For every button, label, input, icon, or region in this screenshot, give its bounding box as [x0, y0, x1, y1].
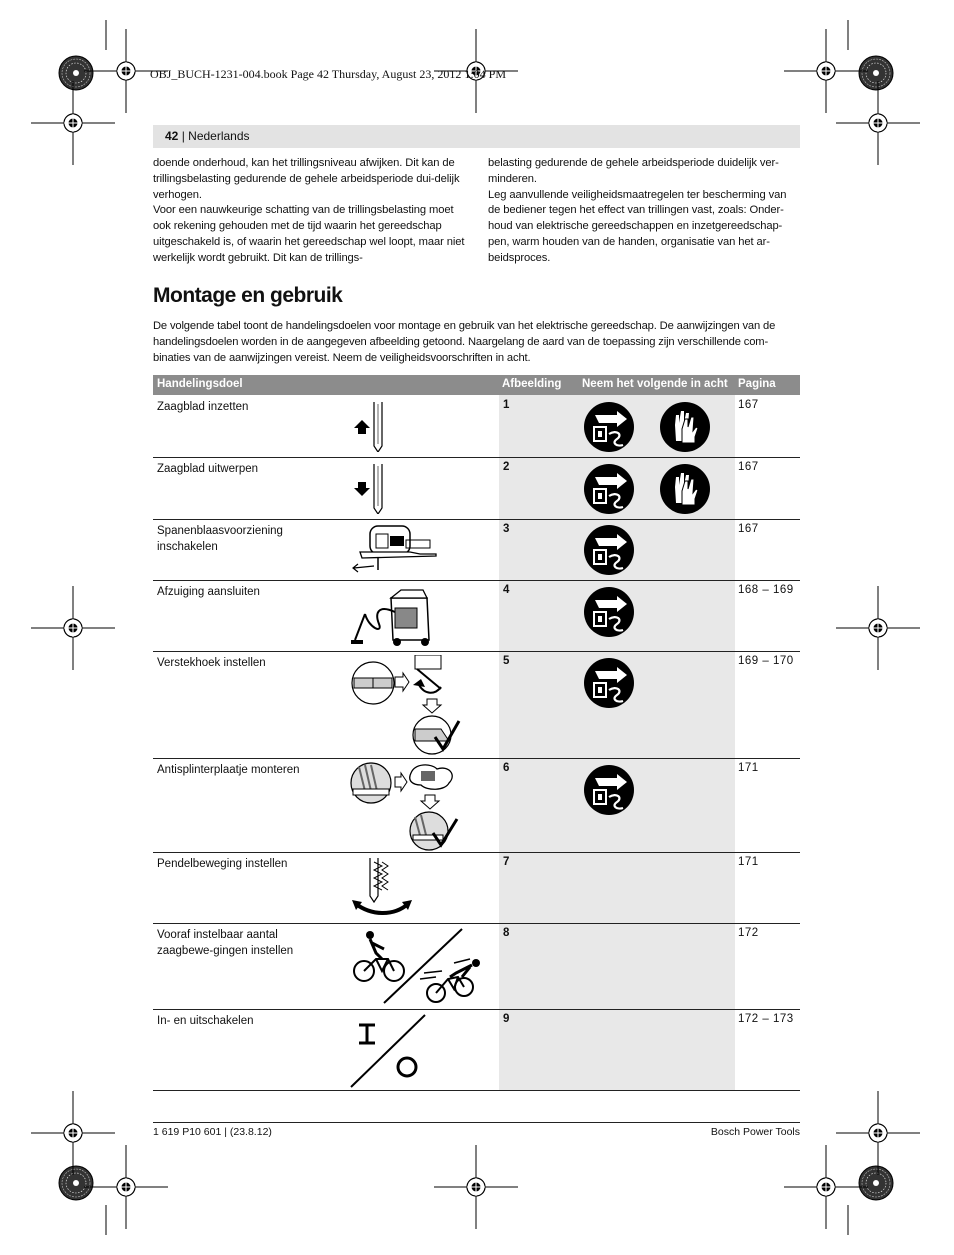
- blade-eject-icon: [348, 462, 388, 514]
- left-column: [153, 156, 466, 267]
- anti-splinter-icon: [349, 761, 463, 851]
- row-goal: Zaagblad uitwerpen: [157, 463, 259, 475]
- page-header: [153, 125, 800, 148]
- page-number: 42: [165, 129, 179, 143]
- gloves-icon: [659, 463, 711, 515]
- row-goal: Verstekhoek instellen: [157, 657, 266, 669]
- row-page: 168 – 169: [738, 584, 794, 596]
- row-figure: 7: [503, 856, 510, 868]
- unplug-icon: [583, 463, 635, 515]
- intro-paragraph: De volgende tabel toont de handelingsdoelen voor montage en gebruik van het elektrische gereedschap. De aanwijzingen van de handelingsdoelen worden in de aangegeven afbeelding getoond. Naargelang de aard van de toepassing zijn verschillende com-binaties van de aanwijzingen vereist. Neem de veiligheidsvoorschriften in acht.: [153, 320, 776, 364]
- row-page: 167: [738, 399, 759, 411]
- row-goal: Afzuiging aansluiten: [157, 586, 260, 598]
- right-paragraph-1: belasting gedurende de gehele arbeidsperiode duidelijk ver-minderen.: [488, 157, 779, 185]
- left-paragraph-2: Voor een nauwkeurige schatting van de trillingsbelasting moet ook rekening gehouden met de tijd waarin het gereedschap uitgeschakeld is, of waarin het gereedschap wel loopt, maar niet werkelijk wordt gebruikt. Dit kan de trillings-: [153, 204, 465, 264]
- table-row: [153, 1009, 800, 1091]
- row-figure: 6: [503, 762, 510, 774]
- left-paragraph-1: doende onderhoud, kan het trillingsniveau afwijken. Dit kan de trillingsbelasting gedurende de gehele arbeidsperiode dui-delijk verhogen.: [153, 157, 460, 201]
- table-row: [153, 580, 800, 652]
- row-page: 172: [738, 927, 759, 939]
- row-figure: 9: [503, 1013, 510, 1025]
- on-off-icon: [349, 1013, 429, 1089]
- row-page: 167: [738, 523, 759, 535]
- right-column: [488, 156, 801, 267]
- orbital-action-icon: [350, 856, 414, 920]
- blade-insert-icon: [348, 400, 388, 452]
- gloves-icon: [659, 401, 711, 453]
- header-page: Pagina: [738, 378, 776, 390]
- table-row: [153, 758, 800, 853]
- row-goal: Pendelbeweging instellen: [157, 858, 288, 870]
- speed-preselect-icon: [350, 927, 490, 1007]
- footer-code: 1 619 P10 601 | (23.8.12): [153, 1126, 272, 1138]
- footer-brand: Bosch Power Tools: [710, 1126, 800, 1138]
- row-goal: Antisplinterplaatje monteren: [157, 764, 300, 776]
- unplug-icon: [583, 524, 635, 576]
- header-language: Nederlands: [188, 129, 250, 143]
- row-page: 167: [738, 461, 759, 473]
- unplug-icon: [583, 657, 635, 709]
- header-goal: Handelingsdoel: [157, 378, 243, 390]
- row-figure: 5: [503, 655, 510, 667]
- table-row: [153, 651, 800, 759]
- right-paragraph-2: Leg aanvullende veiligheidsmaatregelen ter bescherming van de bediener tegen het effect van trillingen vast, zoals: Onder-houd van elektrische gereedschappen en inzetgereedschap-pen, warm houden van de handen, organisatie van het ar-beidsproces.: [488, 188, 787, 264]
- print-slug: OBJ_BUCH-1231-004.book Page 42 Thursday, August 23, 2012 1:04 PM: [150, 67, 507, 81]
- row-page: 169 – 170: [738, 655, 794, 667]
- table-row: [153, 923, 800, 1010]
- row-goal: In- en uitschakelen: [157, 1015, 254, 1027]
- row-figure: 3: [503, 523, 510, 535]
- jigsaw-blower-icon: [350, 522, 440, 576]
- table-header: [153, 375, 800, 395]
- row-figure: 2: [503, 461, 510, 473]
- row-page: 171: [738, 856, 759, 868]
- unplug-icon: [583, 764, 635, 816]
- table-row: [153, 457, 800, 520]
- table-row: [153, 519, 800, 581]
- header-note: Neem het volgende in acht: [582, 378, 728, 390]
- header-separator: |: [178, 129, 189, 143]
- row-page: 172 – 173: [738, 1013, 794, 1025]
- footer-rule: [153, 1122, 800, 1123]
- unplug-icon: [583, 401, 635, 453]
- table-row: [153, 395, 800, 458]
- unplug-icon: [583, 586, 635, 638]
- vacuum-cleaner-icon: [349, 584, 439, 648]
- row-figure: 1: [503, 399, 510, 411]
- row-figure: 4: [503, 584, 510, 596]
- row-goal: Zaagblad inzetten: [157, 401, 249, 413]
- row-figure: 8: [503, 927, 510, 939]
- table-row: [153, 852, 800, 924]
- row-goal: Vooraf instelbaar aantal zaagbewe-gingen instellen: [157, 929, 294, 957]
- section-title: Montage en gebruik: [153, 284, 343, 307]
- row-page: 171: [738, 762, 759, 774]
- bevel-angle-icon: [351, 655, 461, 755]
- header-figure: Afbeelding: [502, 378, 562, 390]
- row-goal: Spanenblaasvoorziening inschakelen: [157, 525, 283, 553]
